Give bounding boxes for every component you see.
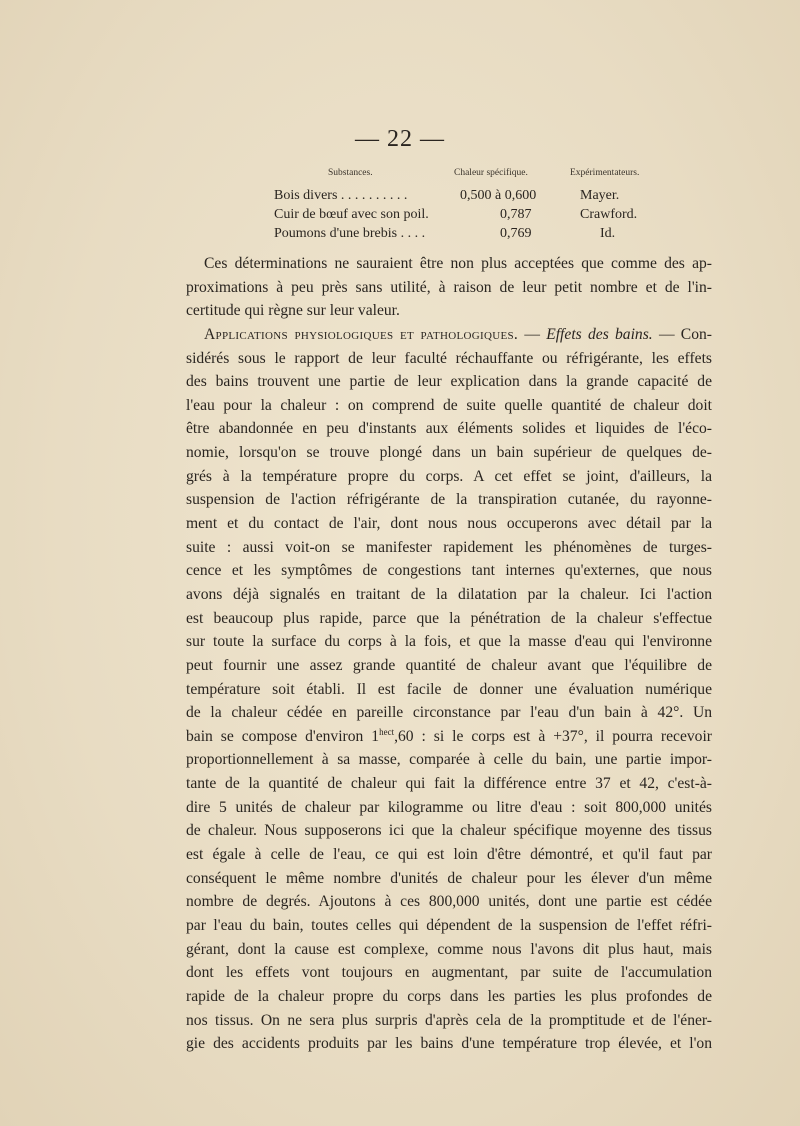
- text-fragment: ,60 : si le corps est à +37°, il pourra recevoir: [394, 727, 712, 745]
- text-line: cence et les symptômes de congestions tant internes qu'externes, que nous: [186, 562, 712, 580]
- text-line: suite : aussi voit-on se manifester rapidement les phénomènes de turges-: [186, 538, 712, 556]
- text-line: nombre de degrés. Ajoutons à ces 800,000 unités, dont une partie est cédée: [186, 893, 712, 911]
- specific-heat-table: [270, 168, 690, 243]
- text-line: proportionnellement à sa masse, comparée à celle du bain, une partie impor-: [186, 751, 712, 769]
- paragraph: [186, 323, 712, 1056]
- text-line: de chaleur. Nous supposerons ici que la chaleur spécifique moyenne des tissus: [186, 822, 712, 840]
- text-line: être abandonnée en peu d'instants aux éléments solides et liquides de l'éco-: [186, 420, 712, 438]
- text-line: de la chaleur cédée en pareille circonstance par l'eau d'un bain à 42°. Un: [186, 704, 712, 722]
- body-text: [186, 252, 712, 1056]
- text-line: dire 5 unités de chaleur par kilogramme ou litre d'eau : soit 800,000 unités: [186, 798, 712, 816]
- page-number: — 22 —: [355, 126, 445, 152]
- text-line: [186, 725, 712, 749]
- text-line: par l'eau du bain, toutes celles qui dépendent de la suspension de l'effet réfri-: [186, 916, 712, 934]
- cell-experimenter: Mayer.: [580, 188, 620, 203]
- cell-experimenter: Crawford.: [580, 207, 638, 222]
- text-line: suspension de l'action réfrigérante de la transpiration cutanée, du rayonne-: [186, 491, 712, 509]
- text-line: nos tissus. On ne sera plus surpris d'après cela de la promptitude et de l'éner-: [186, 1011, 712, 1029]
- table-row: [270, 205, 690, 224]
- text-line: proximations à peu près sans utilité, à raison de leur petit nombre et de l'in-: [186, 278, 712, 296]
- section-heading: Applications physiologiques et pathologiques.: [204, 325, 519, 343]
- text-fragment: bain se compose d'environ 1: [186, 727, 380, 745]
- text-line: sur toute la surface du corps à la fois, et que la masse d'eau qui l'environne: [186, 633, 712, 651]
- text-fragment: — Con-: [652, 325, 712, 343]
- text-line: conséquent le même nombre d'unités de chaleur pour les élever d'un même: [186, 869, 712, 887]
- table-header: [270, 168, 690, 186]
- text-line: est beaucoup plus rapide, parce que la pénétration de la chaleur s'effectue: [186, 609, 712, 627]
- cell-specific-heat: 0,769: [500, 226, 532, 241]
- text-line: gie des accidents produits par les bains d'une température trop élevée, et l'on: [186, 1035, 712, 1053]
- cell-specific-heat: 0,787: [500, 207, 532, 222]
- cell-specific-heat: 0,500 à 0,600: [460, 188, 537, 203]
- table-row: [270, 186, 690, 205]
- text-line: Ces déterminations ne sauraient être non plus acceptées que comme des ap-: [204, 255, 712, 272]
- text-line: ment et du contact de l'air, dont nous nous occuperons avec détail par la: [186, 515, 712, 533]
- cell-substance: Cuir de bœuf avec son poil.: [274, 207, 429, 222]
- text-line: [186, 323, 712, 347]
- text-line: rapide de la chaleur propre du corps dans les parties les plus profondes de: [186, 987, 712, 1005]
- text-line: l'eau pour la chaleur : on comprend de suite quelle quantité de chaleur doit: [186, 396, 712, 414]
- header-substances: Substances.: [328, 168, 373, 178]
- paragraph: [186, 252, 712, 323]
- table-row: [270, 224, 690, 243]
- cell-substance: Poumons d'une brebis . . . .: [274, 226, 426, 241]
- header-experimenters: Expérimentateurs.: [570, 168, 640, 178]
- heading-dash: —: [518, 325, 547, 343]
- text-line: est égale à celle de l'eau, ce qui est loin d'être démontré, et qu'il faut par: [186, 846, 712, 864]
- text-line: peut fournir une assez grande quantité de chaleur avant que l'équilibre de: [186, 656, 712, 674]
- text-line: certitude qui règne sur leur valeur.: [186, 302, 400, 320]
- text-line: dont les effets vont toujours en augmentant, par suite de l'accumulation: [186, 964, 712, 982]
- cell-substance: Bois divers . . . . . . . . . .: [274, 188, 408, 203]
- header-specific-heat: Chaleur spécifique.: [454, 168, 528, 178]
- text-line: température soit établi. Il est facile de donner une évaluation numérique: [186, 680, 712, 698]
- section-subheading: Effets des bains.: [546, 325, 653, 343]
- text-line: grés à la température propre du corps. A cet effet se joint, d'ailleurs, la: [186, 467, 712, 485]
- text-line: avons déjà signalés en traitant de la dilatation par la chaleur. Ici l'action: [186, 585, 712, 603]
- text-line: des bains trouvent une partie de leur explication dans la grande capacité de: [186, 373, 712, 391]
- text-line: nomie, lorsqu'on se trouve plongé dans un bain supérieur de quelques de-: [186, 444, 712, 462]
- text-line: gérant, dont la cause est complexe, comme nous l'avons dit plus haut, mais: [186, 940, 712, 958]
- text-line: sidérés sous le rapport de leur faculté réchauffante ou réfrigérante, les effets: [186, 349, 712, 367]
- superscript-unit: hect: [379, 726, 395, 737]
- cell-experimenter: Id.: [600, 226, 616, 241]
- text-line: tante de la quantité de chaleur qui fait la différence entre 37 et 42, c'est-à-: [186, 775, 712, 793]
